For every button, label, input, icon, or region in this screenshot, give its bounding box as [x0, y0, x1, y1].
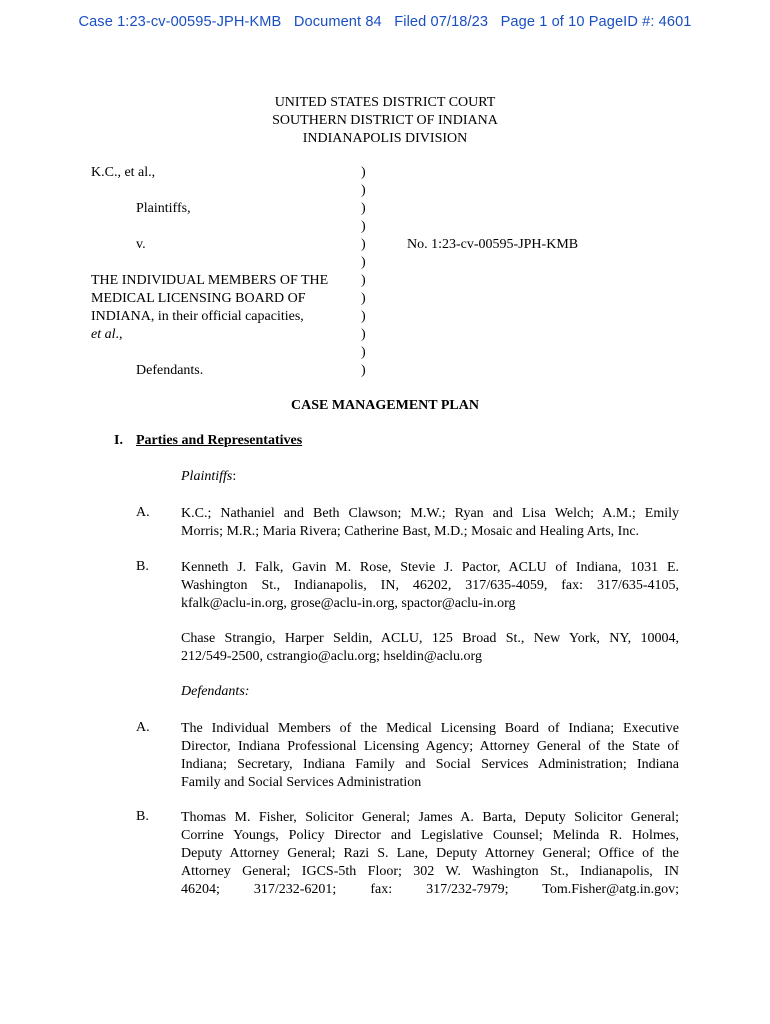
document-title: CASE MANAGEMENT PLAN [291, 398, 479, 413]
caption-plaintiff-party: K.C., et al., [91, 165, 156, 180]
plaintiffs-b-letter: B. [136, 559, 149, 574]
caption-bracket: ) [361, 363, 366, 378]
paragraph-line: 46204; 317/232-6201; fax: 317/232-7979; Tom.Fisher@atg.in.gov; [181, 882, 679, 897]
paragraph-line: Washington St., Indianapolis, IN, 46202, 317/635-4059, fax: 317/635-4105, [181, 578, 679, 593]
plaintiffs-a-letter: A. [136, 505, 150, 520]
paragraph-line: Chase Strangio, Harper Seldin, ACLU, 125 Broad St., New York, NY, 10004, [181, 631, 679, 646]
court-district-line: SOUTHERN DISTRICT OF INDIANA [272, 113, 498, 128]
paragraph-line: Corrine Youngs, Policy Director and Legislative Counsel; Melinda R. Holmes, [181, 828, 679, 843]
paragraph-line: K.C.; Nathaniel and Beth Clawson; M.W.; Ryan and Lisa Welch; A.M.; Emily [181, 506, 679, 521]
plaintiffs-a-paragraph [181, 505, 679, 541]
defendants-b-letter: B. [136, 809, 149, 824]
paragraph-line: Attorney General; IGCS-5th Floor; 302 W. Washington St., Indianapolis, IN [181, 864, 679, 879]
court-heading [0, 94, 770, 148]
paragraph-line: 212/549-2500, cstrangio@aclu.org; hseldin@aclu.org [181, 649, 482, 664]
caption-bracket: ) [361, 183, 366, 198]
caption-bracket: ) [361, 237, 366, 252]
paragraph-line: kfalk@aclu-in.org, grose@aclu-in.org, spactor@aclu-in.org [181, 596, 516, 611]
plaintiffs-label: Plaintiffs [181, 469, 233, 484]
caption-bracket: ) [361, 327, 366, 342]
paragraph-line: Thomas M. Fisher, Solicitor General; James A. Barta, Deputy Solicitor General; [181, 810, 679, 825]
caption-bracket: ) [361, 201, 366, 216]
case-number: No. 1:23-cv-00595-JPH-KMB [407, 237, 579, 252]
paragraph-line: Family and Social Services Administration [181, 775, 422, 790]
caption-defendant-line-3: INDIANA, in their official capacities, [91, 309, 304, 324]
plaintiffs-colon: : [232, 469, 237, 484]
caption-versus: v. [136, 237, 146, 252]
court-filing-stamp: Case 1:23-cv-00595-JPH-KMB Document 84 Filed 07/18/23 Page 1 of 10 PageID #: 4601 [78, 14, 692, 30]
court-division-line: INDIANAPOLIS DIVISION [302, 131, 468, 146]
section-number: I. [114, 433, 123, 448]
section-heading: Parties and Representatives [136, 433, 303, 448]
defendants-b-paragraph [181, 809, 679, 899]
paragraph-line: The Individual Members of the Medical Licensing Board of Indiana; Executive [181, 721, 679, 736]
caption-bracket: ) [361, 291, 366, 306]
caption-et-al-punct: ., [115, 327, 123, 342]
defendants-a-paragraph [181, 720, 679, 792]
defendants-a-letter: A. [136, 720, 150, 735]
plaintiffs-b2-paragraph [181, 630, 679, 666]
caption-bracket: ) [361, 255, 366, 270]
defendants-subheading: Defendants: [181, 684, 250, 699]
caption-defendant-line-1: THE INDIVIDUAL MEMBERS OF THE [91, 273, 329, 288]
court-name-line: UNITED STATES DISTRICT COURT [274, 95, 496, 110]
paragraph-line: Deputy Attorney General; Razi S. Lane, Deputy Attorney General; Office of the [181, 846, 679, 861]
caption-bracket-column [361, 164, 366, 380]
caption-bracket: ) [361, 345, 366, 360]
paragraph-line: Morris; M.R.; Maria Rivera; Catherine Bast, M.D.; Mosaic and Healing Arts, Inc. [181, 524, 640, 539]
caption-bracket: ) [361, 309, 366, 324]
plaintiffs-b-paragraph [181, 559, 679, 613]
caption-bracket: ) [361, 165, 366, 180]
caption-bracket: ) [361, 219, 366, 234]
caption-defendant-line-2: MEDICAL LICENSING BOARD OF [91, 291, 306, 306]
paragraph-line: Indiana; Secretary, Indiana Family and Social Services Administration; Indiana [181, 757, 679, 772]
caption-et-al: et al [91, 327, 116, 342]
caption-plaintiff-role: Plaintiffs, [136, 201, 191, 216]
paragraph-line: Director, Indiana Professional Licensing Agency; Attorney General of the State of [181, 739, 679, 754]
caption-defendant-role: Defendants. [136, 363, 204, 378]
caption-bracket: ) [361, 273, 366, 288]
plaintiffs-subheading [181, 469, 236, 485]
paragraph-line: Kenneth J. Falk, Gavin M. Rose, Stevie J. Pactor, ACLU of Indiana, 1031 E. [181, 560, 679, 575]
caption-defendant-line-4 [91, 326, 123, 344]
